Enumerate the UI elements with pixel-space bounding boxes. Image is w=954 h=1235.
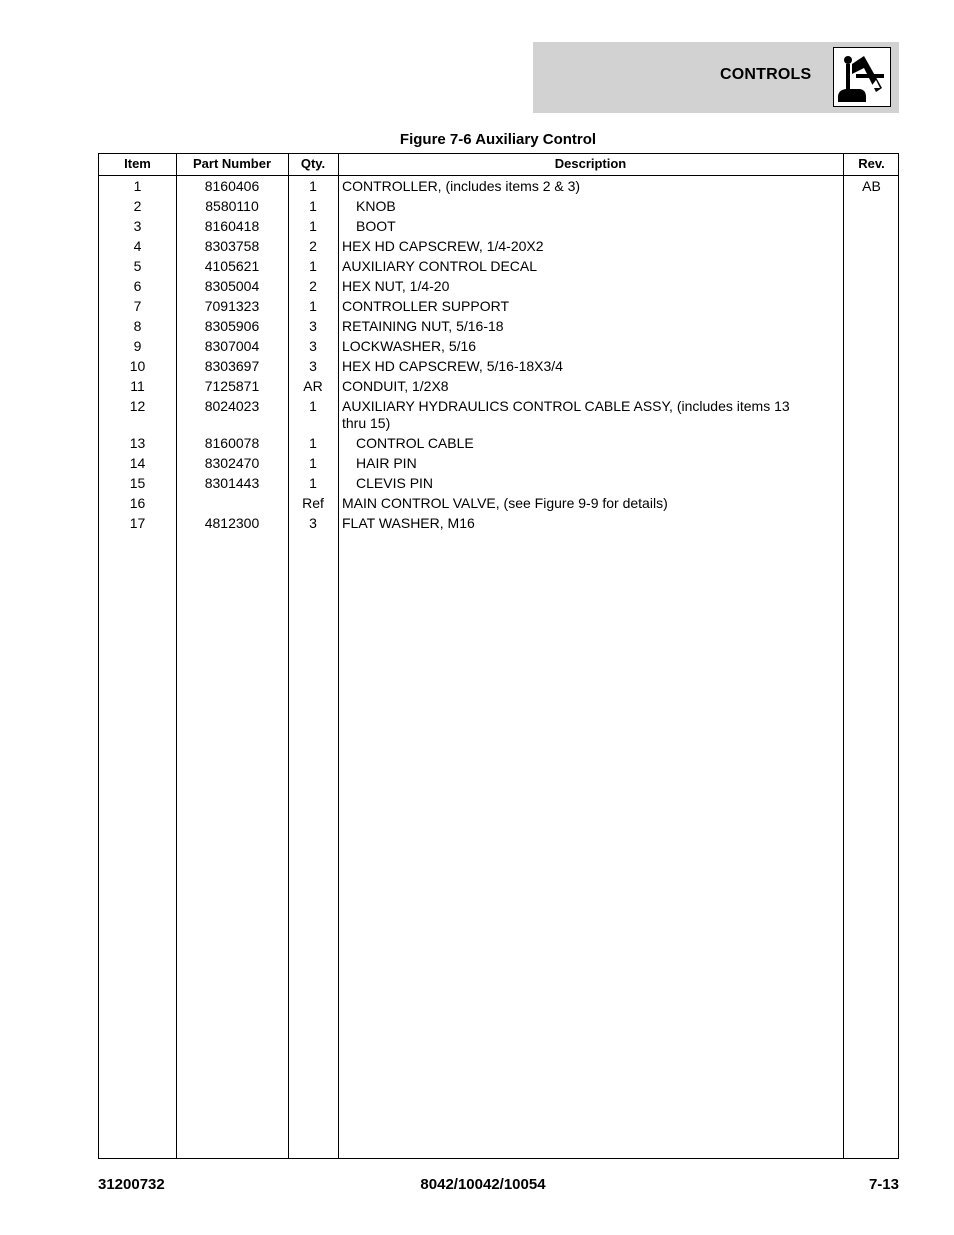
quantity: 3	[309, 318, 317, 334]
part-number: 4812300	[204, 515, 260, 531]
table-row	[99, 277, 898, 297]
part-number: 8305004	[204, 278, 260, 294]
part-number: 8160406	[204, 178, 260, 194]
part-number: 8302470	[204, 455, 260, 471]
description: AUXILIARY HYDRAULICS CONTROL CABLE ASSY, (includes items 13 thru 15)	[342, 398, 790, 431]
part-number: 8303758	[204, 238, 260, 254]
item-number: 11	[130, 378, 145, 394]
item-number: 15	[129, 475, 146, 491]
description: CONTROLLER, (includes items 2 & 3)	[342, 178, 581, 194]
part-number: 4105621	[204, 258, 260, 274]
column-header-description: Description	[554, 156, 627, 171]
part-number: 8580110	[205, 198, 259, 214]
description: MAIN CONTROL VALVE, (see Figure 9-9 for details)	[342, 495, 668, 511]
quantity: 3	[309, 338, 317, 354]
item-number: 10	[129, 358, 146, 374]
column-header-rev: Rev.	[858, 156, 885, 171]
quantity: 1	[309, 398, 317, 414]
description: RETAINING NUT, 5/16-18	[342, 318, 504, 334]
table-row	[99, 297, 898, 317]
part-number: 8160078	[204, 435, 260, 451]
description: KNOB	[356, 198, 396, 214]
item-number: 8	[133, 318, 142, 334]
item-number: 7	[133, 298, 142, 314]
quantity: 2	[309, 278, 317, 294]
part-number: 8307004	[204, 338, 260, 354]
table-row	[99, 514, 898, 534]
item-number: 5	[133, 258, 142, 274]
description: HAIR PIN	[356, 455, 417, 471]
description: LOCKWASHER, 5/16	[342, 338, 477, 354]
parts-table	[98, 153, 899, 1159]
footer-document-number: 31200732	[98, 1176, 165, 1193]
figure-title: Figure 7-6 Auxiliary Control	[399, 131, 597, 148]
part-number: 8160418	[204, 218, 260, 234]
item-number: 12	[129, 398, 146, 414]
quantity: 3	[309, 358, 317, 374]
description: FLAT WASHER, M16	[342, 515, 475, 531]
part-number: 7091323	[204, 298, 260, 314]
description: CLEVIS PIN	[356, 475, 434, 491]
item-number: 13	[129, 435, 146, 451]
table-row	[99, 494, 898, 514]
description: CONTROL CABLE	[356, 435, 474, 451]
item-number: 3	[133, 218, 142, 234]
part-number: 8303697	[204, 358, 260, 374]
quantity: 1	[309, 178, 317, 194]
revision: AB	[862, 178, 881, 194]
quantity: 3	[309, 515, 317, 531]
table-row	[99, 337, 898, 357]
part-number: 7125871	[204, 378, 260, 394]
quantity: 1	[309, 455, 317, 471]
table-body	[99, 177, 898, 534]
description: HEX HD CAPSCREW, 1/4-20X2	[342, 238, 544, 254]
item-number: 14	[129, 455, 146, 471]
quantity: 1	[309, 198, 317, 214]
table-row	[99, 454, 898, 474]
column-header-part-number: Part Number	[192, 156, 272, 171]
table-row	[99, 397, 898, 434]
quantity: 1	[309, 435, 317, 451]
item-number: 6	[133, 278, 142, 294]
table-row	[99, 237, 898, 257]
table-row	[99, 177, 898, 197]
item-number: 17	[129, 515, 146, 531]
table-row	[99, 434, 898, 454]
item-number: 2	[133, 198, 142, 214]
description: HEX HD CAPSCREW, 5/16-18X3/4	[342, 358, 563, 374]
item-number: 1	[133, 178, 142, 194]
column-header-item: Item	[124, 156, 151, 171]
part-number: 8305906	[204, 318, 260, 334]
table-row	[99, 474, 898, 494]
table-row	[99, 257, 898, 277]
header-divider	[99, 175, 898, 176]
description: AUXILIARY CONTROL DECAL	[342, 258, 538, 274]
quantity: 1	[309, 298, 317, 314]
description: HEX NUT, 1/4-20	[342, 278, 450, 294]
quantity: 2	[309, 238, 317, 254]
quantity: AR	[303, 378, 323, 394]
part-number: 8024023	[204, 398, 260, 414]
description: CONTROLLER SUPPORT	[342, 298, 509, 314]
description: BOOT	[356, 218, 396, 234]
item-number: 9	[133, 338, 142, 354]
item-number: 16	[129, 495, 146, 511]
table-row	[99, 377, 898, 397]
table-row	[99, 197, 898, 217]
table-row	[99, 357, 898, 377]
table-row	[99, 217, 898, 237]
column-header-qty: Qty.	[300, 156, 326, 171]
table-row	[99, 317, 898, 337]
quantity: 1	[309, 258, 317, 274]
footer-model-numbers: 8042/10042/10054	[420, 1176, 546, 1193]
section-title: CONTROLS	[720, 66, 812, 83]
description: CONDUIT, 1/2X8	[342, 378, 449, 394]
quantity: 1	[309, 475, 317, 491]
item-number: 4	[133, 238, 142, 254]
part-number: 8301443	[204, 475, 260, 491]
footer-page-number: 7-13	[868, 1176, 899, 1193]
joystick-control-icon	[833, 47, 891, 107]
quantity: Ref	[302, 495, 324, 511]
quantity: 1	[309, 218, 317, 234]
